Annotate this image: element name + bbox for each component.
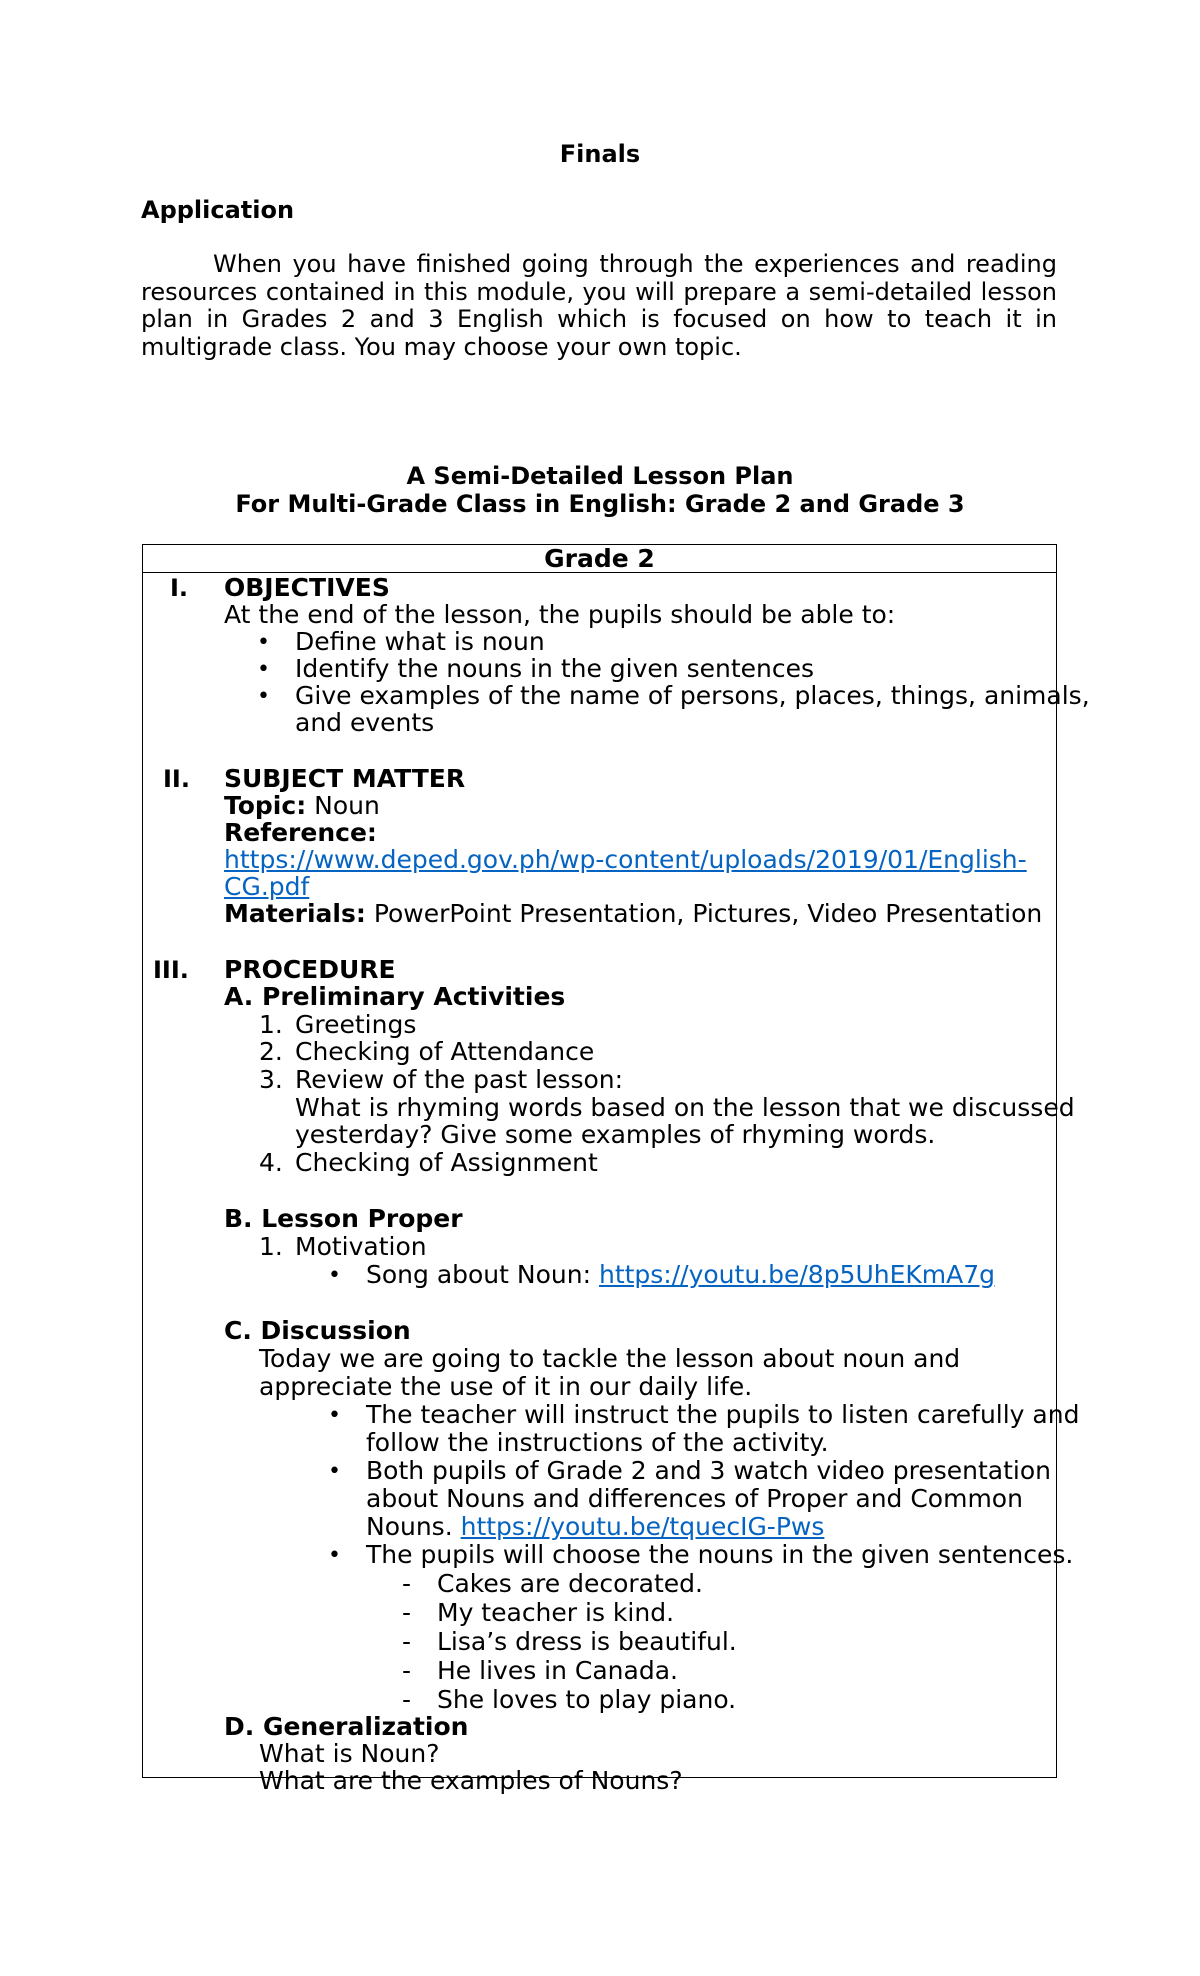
bullet-icon: •	[257, 630, 270, 655]
topic-value: Noun	[306, 791, 380, 820]
video-link[interactable]: https://youtu.be/tquecIG-Pws	[460, 1512, 825, 1541]
list-item: Checking of Assignment	[295, 1148, 598, 1177]
procedure-heading: PROCEDURE	[224, 955, 396, 984]
application-paragraph-line: resources contained in this module, you will prepare a semi-detailed lesson	[141, 277, 1057, 306]
application-paragraph-line: multigrade class. You may choose your own topic.	[141, 332, 742, 361]
discussion-heading: C. Discussion	[224, 1316, 411, 1345]
objectives-heading: OBJECTIVES	[224, 573, 390, 602]
section-numeral: I.	[170, 574, 189, 602]
reference-link[interactable]: https://www.deped.gov.ph/wp-content/uploads/2019/01/English-	[224, 845, 1027, 874]
discussion-bullet	[366, 1513, 824, 1541]
application-paragraph-line: When you have finished going through the experiences and reading	[213, 250, 1057, 278]
generalization-question: What are the examples of Nouns?	[259, 1766, 683, 1795]
materials-line	[224, 900, 1042, 928]
dash-marker: -	[402, 1569, 412, 1598]
objective-item: Identify the nouns in the given sentences	[295, 654, 815, 683]
dash-marker: -	[402, 1598, 412, 1627]
application-paragraph-line: plan in Grades 2 and 3 English which is focused on how to teach it in	[141, 305, 1057, 333]
list-item: What is rhyming words based on the lesson that we discussed	[295, 1093, 1075, 1122]
objectives-intro: At the end of the lesson, the pupils should be able to:	[224, 600, 896, 629]
dash-marker: -	[402, 1656, 412, 1685]
list-number: 1.	[259, 1232, 283, 1261]
list-number: 2.	[259, 1037, 283, 1066]
lesson-plan-subtitle: For Multi-Grade Class in English: Grade 2 and Grade 3	[235, 490, 965, 518]
bullet-icon: •	[257, 684, 270, 709]
discussion-intro: Today we are going to tackle the lesson about noun and	[259, 1344, 961, 1373]
sentence-item: She loves to play piano.	[437, 1685, 737, 1714]
objective-item: Give examples of the name of persons, places, things, animals,	[295, 681, 1090, 710]
discussion-bullet: The teacher will instruct the pupils to listen carefully and	[366, 1400, 1080, 1429]
list-item: yesterday? Give some examples of rhyming words.	[295, 1120, 936, 1149]
discussion-bullet: about Nouns and differences of Proper and Common	[366, 1484, 1023, 1513]
objective-item: and events	[295, 708, 435, 737]
topic-line	[224, 792, 380, 820]
grade-header: Grade 2	[544, 544, 655, 573]
topic-label: Topic:	[224, 791, 307, 820]
dash-marker: -	[402, 1685, 412, 1714]
objective-item: Define what is noun	[295, 627, 545, 656]
list-item: Greetings	[295, 1010, 417, 1039]
song-link[interactable]: https://youtu.be/8p5UhEKmA7g	[598, 1260, 996, 1289]
list-item: Review of the past lesson:	[295, 1065, 624, 1094]
sentence-item: He lives in Canada.	[437, 1656, 678, 1685]
materials-value: PowerPoint Presentation, Pictures, Video Presentation	[365, 899, 1043, 928]
song-line	[366, 1261, 995, 1289]
song-text: Song about Noun:	[366, 1260, 599, 1289]
list-item: Checking of Attendance	[295, 1037, 595, 1066]
bullet-icon: •	[328, 1459, 341, 1484]
lesson-proper-heading: B. Lesson Proper	[224, 1204, 463, 1233]
preliminary-activities-heading: A. Preliminary Activities	[224, 982, 566, 1011]
section-numeral: III.	[153, 956, 189, 984]
list-number: 1.	[259, 1010, 283, 1039]
discussion-bullet: follow the instructions of the activity.	[366, 1428, 829, 1457]
dash-marker: -	[402, 1627, 412, 1656]
page-title: Finals	[559, 140, 641, 168]
discussion-bullet-text: Nouns.	[366, 1512, 461, 1541]
application-heading: Application	[141, 196, 295, 224]
generalization-heading: D. Generalization	[224, 1712, 469, 1741]
subject-matter-heading: SUBJECT MATTER	[224, 764, 466, 793]
lesson-plan-title: A Semi-Detailed Lesson Plan	[406, 462, 794, 490]
sentence-item: Lisa’s dress is beautiful.	[437, 1627, 737, 1656]
bullet-icon: •	[328, 1263, 341, 1288]
generalization-question: What is Noun?	[259, 1739, 440, 1768]
discussion-bullet: Both pupils of Grade 2 and 3 watch video presentation	[366, 1456, 1051, 1485]
section-numeral: II.	[163, 765, 190, 793]
materials-label: Materials:	[224, 899, 366, 928]
motivation-label: Motivation	[295, 1232, 427, 1261]
bullet-icon: •	[257, 657, 270, 682]
discussion-bullet: The pupils will choose the nouns in the given sentences.	[366, 1540, 1074, 1569]
list-number: 3.	[259, 1065, 283, 1094]
bullet-icon: •	[328, 1403, 341, 1428]
application-paragraph	[141, 251, 1057, 361]
discussion-intro: appreciate the use of it in our daily life.	[259, 1372, 753, 1401]
sentence-item: Cakes are decorated.	[437, 1569, 703, 1598]
bullet-icon: •	[328, 1543, 341, 1568]
reference-link-continued[interactable]: CG.pdf	[224, 872, 310, 901]
reference-label: Reference:	[224, 818, 377, 847]
sentence-item: My teacher is kind.	[437, 1598, 675, 1627]
list-number: 4.	[259, 1148, 283, 1177]
